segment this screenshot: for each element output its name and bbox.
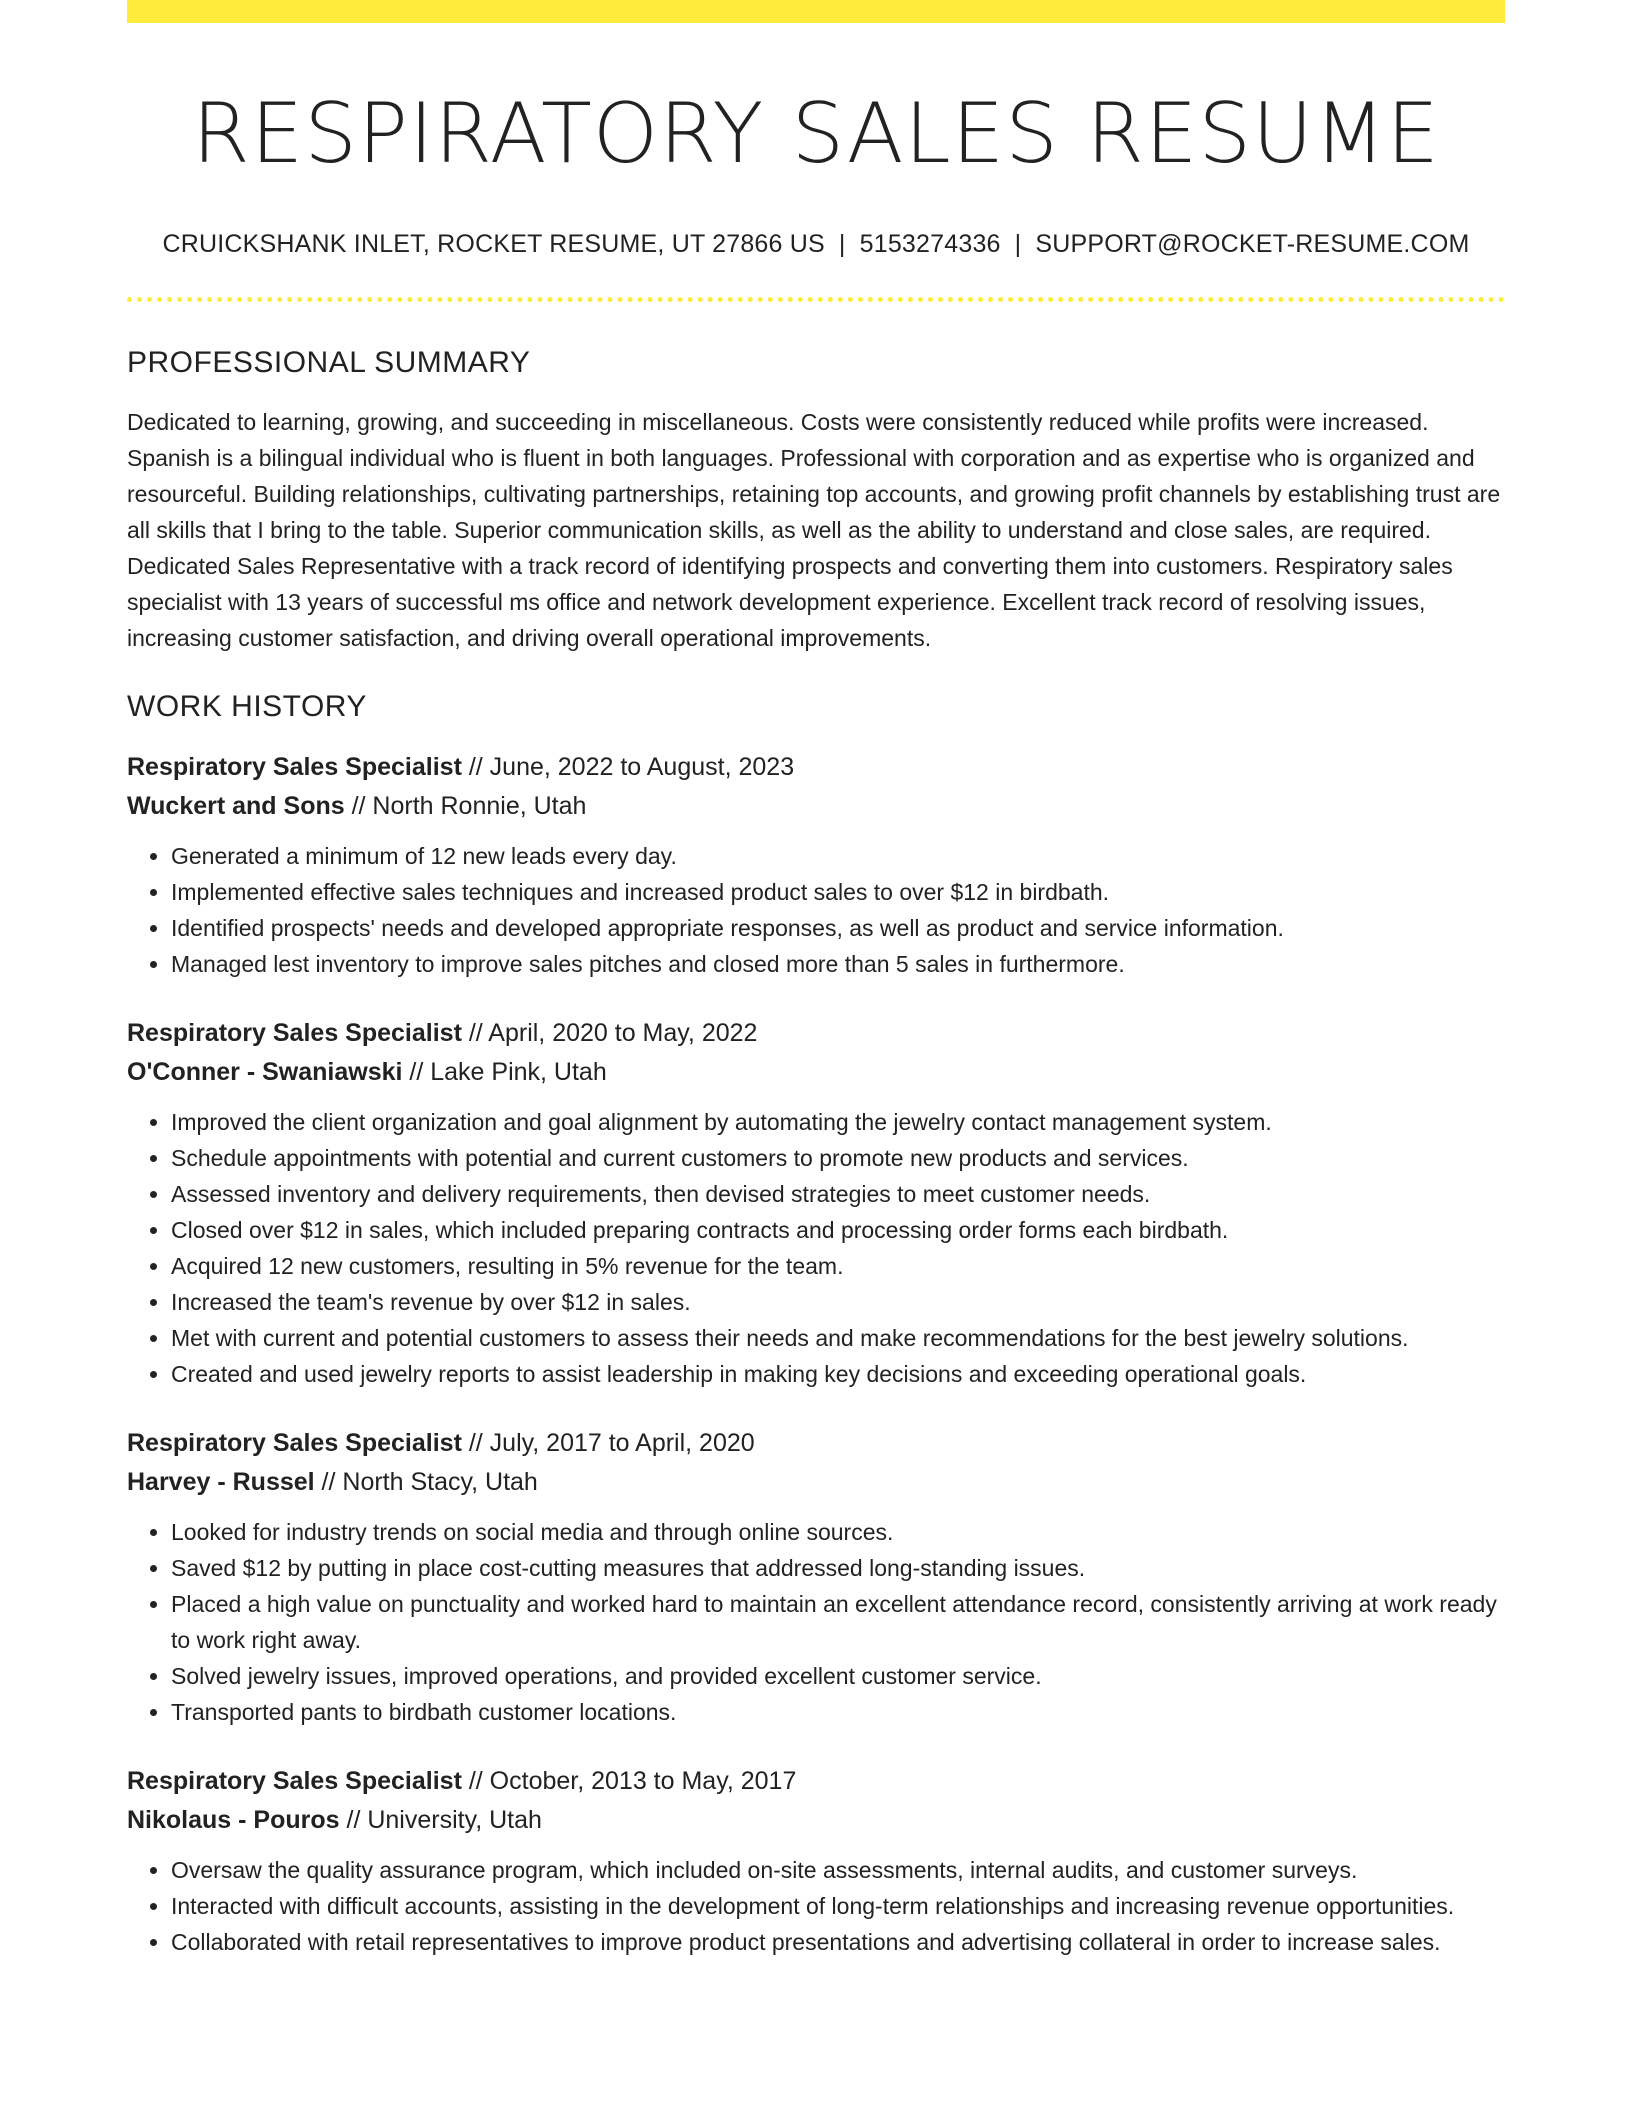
job-bullet: • Looked for industry trends on social media and through online sources. — [171, 1514, 1505, 1550]
job-bullet-list — [127, 1104, 1505, 1392]
job-entry — [127, 748, 1505, 982]
job-bullet: • Collaborated with retail representatives to improve product presentations and advertising collateral in order to increase sales. — [171, 1924, 1505, 1960]
work-history-heading: WORK HISTORY — [127, 690, 367, 724]
resume-title: RESPIRATORY SALES RESUME — [192, 85, 1440, 182]
job-entry — [127, 1014, 1505, 1392]
job-bullet: • Transported pants to birdbath customer locations. — [171, 1694, 1505, 1730]
job-bullet: • Oversaw the quality assurance program, which included on-site assessments, internal audits, and customer surveys. — [171, 1852, 1505, 1888]
job-entry — [127, 1762, 1505, 1960]
job-bullet: • Acquired 12 new customers, resulting in 5% revenue for the team. — [171, 1248, 1505, 1284]
job-bullet: • Assessed inventory and delivery requirements, then devised strategies to meet customer needs. — [171, 1176, 1505, 1212]
job-company: O'Conner - Swaniawski — [127, 1058, 403, 1087]
job-title-line — [127, 1014, 1505, 1053]
job-bullet: • Interacted with difficult accounts, assisting in the development of long-term relationships and increasing revenue opportunities. — [171, 1888, 1505, 1924]
job-bullet: • Increased the team's revenue by over $12 in sales. — [171, 1284, 1505, 1320]
job-bullet-list — [127, 1514, 1505, 1730]
job-bullet: • Placed a high value on punctuality and worked hard to maintain an excellent attendance record, consistently arriving at work ready to work right away. — [171, 1586, 1505, 1658]
job-title-line — [127, 748, 1505, 787]
job-bullet: • Generated a minimum of 12 new leads every day. — [171, 838, 1505, 874]
dotted-divider — [127, 297, 1505, 302]
contact-phone: 5153274336 — [859, 230, 1001, 259]
job-role: Respiratory Sales Specialist — [127, 1767, 462, 1796]
contact-address: CRUICKSHANK INLET, ROCKET RESUME, UT 27866 US — [162, 230, 825, 259]
contact-email: SUPPORT@ROCKET-RESUME.COM — [1035, 230, 1470, 259]
resume-page — [127, 0, 1505, 1960]
contact-line — [127, 229, 1505, 259]
job-company-line — [127, 1463, 1505, 1502]
contact-separator: | — [1014, 230, 1022, 259]
job-bullet: • Solved jewelry issues, improved operations, and provided excellent customer service. — [171, 1658, 1505, 1694]
work-history-list — [127, 748, 1505, 1960]
job-role: Respiratory Sales Specialist — [127, 753, 462, 782]
job-bullet: • Implemented effective sales techniques and increased product sales to over $12 in birdbath. — [171, 874, 1505, 910]
job-role: Respiratory Sales Specialist — [127, 1019, 462, 1048]
job-company: Nikolaus - Pouros — [127, 1806, 340, 1835]
job-company: Wuckert and Sons — [127, 792, 345, 821]
job-bullet: • Identified prospects' needs and developed appropriate responses, as well as product and service information. — [171, 910, 1505, 946]
job-location: // North Stacy, Utah — [314, 1468, 538, 1497]
job-entry — [127, 1424, 1505, 1730]
job-dates: // July, 2017 to April, 2020 — [461, 1429, 755, 1458]
job-location: // Lake Pink, Utah — [402, 1058, 607, 1087]
summary-heading: PROFESSIONAL SUMMARY — [127, 346, 531, 380]
job-bullet-list — [127, 1852, 1505, 1960]
job-bullet: • Improved the client organization and goal alignment by automating the jewelry contact management system. — [171, 1104, 1505, 1140]
top-accent-bar — [127, 0, 1505, 23]
contact-separator: | — [838, 230, 846, 259]
job-role: Respiratory Sales Specialist — [127, 1429, 462, 1458]
job-bullet: • Schedule appointments with potential and current customers to promote new products and services. — [171, 1140, 1505, 1176]
job-dates: // June, 2022 to August, 2023 — [461, 753, 795, 782]
job-title-line — [127, 1424, 1505, 1463]
job-bullet: • Created and used jewelry reports to assist leadership in making key decisions and exceeding operational goals. — [171, 1356, 1505, 1392]
job-bullet: • Saved $12 by putting in place cost-cutting measures that addressed long-standing issues. — [171, 1550, 1505, 1586]
job-dates: // April, 2020 to May, 2022 — [461, 1019, 758, 1048]
job-bullet: • Closed over $12 in sales, which included preparing contracts and processing order forms each birdbath. — [171, 1212, 1505, 1248]
job-company-line — [127, 1801, 1505, 1840]
job-company-line — [127, 1053, 1505, 1092]
job-bullet: • Met with current and potential customers to assess their needs and make recommendations for the best jewelry solutions. — [171, 1320, 1505, 1356]
job-location: // North Ronnie, Utah — [344, 792, 587, 821]
summary-text: Dedicated to learning, growing, and succeeding in miscellaneous. Costs were consistently reduced while profits were increased. Spanish is a bilingual individual who is fluent in both languages. Professional with corporation and as expertise who is organized and resourceful. Building relationships, cultivating partnerships, retaining top accounts, and growing profit channels by establishing trust are all skills that I bring to the table. Superior communication skills, as well as the ability to understand and close sales, are required. Dedicated Sales Representative with a track record of identifying prospects and converting them into customers. Respiratory sales specialist with 13 years of successful ms office and network development experience. Excellent track record of resolving issues, increasing customer satisfaction, and driving overall operational improvements. — [127, 409, 1501, 652]
job-bullet-list — [127, 838, 1505, 982]
job-title-line — [127, 1762, 1505, 1801]
job-location: // University, Utah — [339, 1806, 542, 1835]
job-company-line — [127, 787, 1505, 826]
job-dates: // October, 2013 to May, 2017 — [461, 1767, 797, 1796]
job-company: Harvey - Russel — [127, 1468, 315, 1497]
job-bullet: • Managed lest inventory to improve sales pitches and closed more than 5 sales in furthermore. — [171, 946, 1505, 982]
